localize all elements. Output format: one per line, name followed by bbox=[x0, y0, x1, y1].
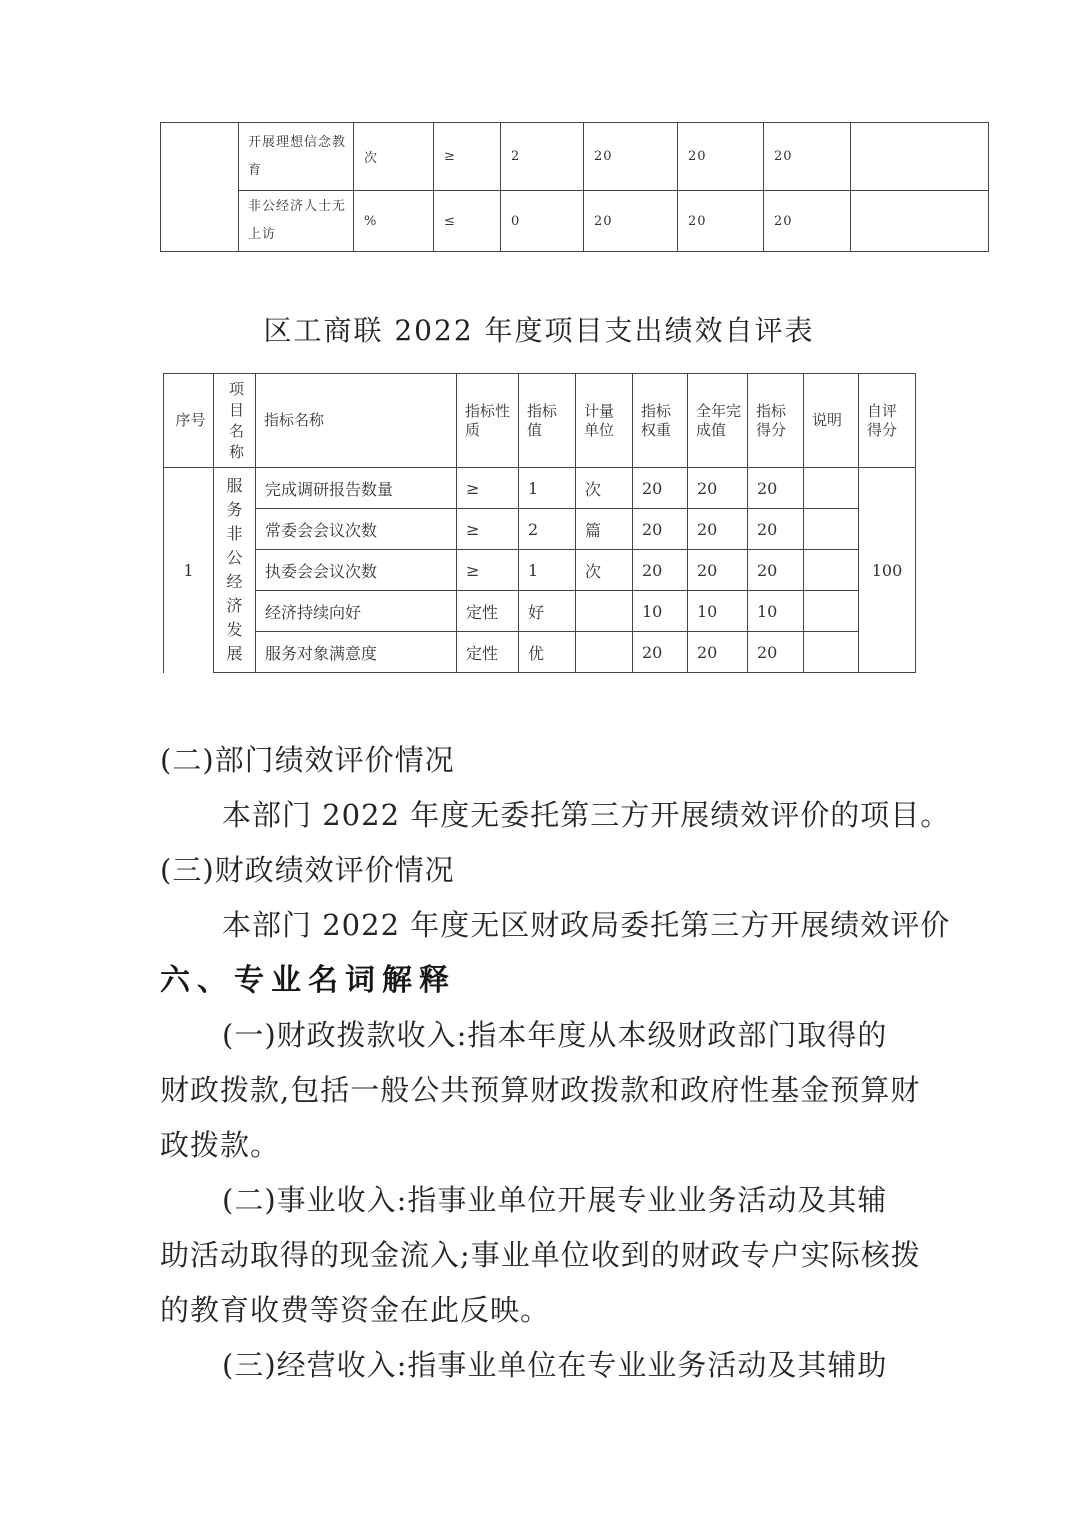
cell-weight: 20 bbox=[584, 123, 678, 191]
cell-score: 20 bbox=[748, 509, 804, 550]
cell-weight: 20 bbox=[633, 509, 688, 550]
cell-unit: 次 bbox=[354, 123, 434, 191]
cell-completed: 20 bbox=[688, 468, 748, 509]
cell-note-empty bbox=[804, 509, 859, 550]
subsection-heading: (二)部门绩效评价情况 bbox=[160, 743, 455, 777]
cell-value: 2 bbox=[519, 509, 576, 550]
header-serial: 序号 bbox=[164, 374, 214, 468]
header-project-name bbox=[214, 374, 256, 468]
cell-nature: ≥ bbox=[457, 468, 519, 509]
table-row bbox=[164, 509, 916, 550]
cell-unit: % bbox=[354, 191, 434, 252]
paragraph-line: 本部门 2022 年度无委托第三方开展绩效评价的项目。 bbox=[222, 798, 951, 832]
cell-indicator-name: 完成调研报告数量 bbox=[256, 468, 457, 509]
cell-note-empty bbox=[804, 632, 859, 673]
table-row bbox=[164, 632, 916, 673]
indicator-table-continuation bbox=[160, 122, 989, 252]
cell-value: 1 bbox=[519, 468, 576, 509]
table-row bbox=[164, 591, 916, 632]
header-indicator-name: 指标名称 bbox=[256, 374, 457, 468]
cell-completed: 10 bbox=[688, 591, 748, 632]
cell-weight: 20 bbox=[633, 550, 688, 591]
cell-project-name bbox=[214, 468, 256, 673]
cell-unit bbox=[576, 632, 633, 673]
cell-value: 1 bbox=[519, 550, 576, 591]
cell-target-value: 2 bbox=[501, 123, 584, 191]
table-row bbox=[164, 550, 916, 591]
cell-unit: 篇 bbox=[576, 509, 633, 550]
header-score: 指标得分 bbox=[748, 374, 804, 468]
table-title: 区工商联 2022 年度项目支出绩效自评表 bbox=[263, 314, 815, 347]
cell-score: 20 bbox=[764, 123, 851, 191]
cell-note-empty bbox=[804, 591, 859, 632]
paragraph-line: (一)财政拨款收入:指本年度从本级财政部门取得的 bbox=[222, 1018, 888, 1052]
cell-unit bbox=[576, 591, 633, 632]
cell-unit: 次 bbox=[576, 468, 633, 509]
cell-completed: 20 bbox=[688, 509, 748, 550]
table-row bbox=[161, 191, 989, 252]
header-completed: 全年完成值 bbox=[688, 374, 748, 468]
cell-nature: ≥ bbox=[434, 123, 501, 191]
cell-completed: 20 bbox=[678, 191, 764, 252]
cell-score: 20 bbox=[748, 468, 804, 509]
paragraph-line: 的教育收费等资金在此反映。 bbox=[160, 1293, 551, 1327]
self-eval-table bbox=[163, 373, 916, 673]
cell-value: 好 bbox=[519, 591, 576, 632]
cell-note-empty bbox=[804, 468, 859, 509]
cell-nature: 定性 bbox=[457, 591, 519, 632]
header-project-name-text: 项目名称 bbox=[228, 379, 244, 461]
cell-value: 优 bbox=[519, 632, 576, 673]
cell-total-self-score: 100 bbox=[859, 468, 916, 673]
cell-completed: 20 bbox=[688, 550, 748, 591]
cell-weight: 20 bbox=[633, 468, 688, 509]
body-text bbox=[160, 733, 960, 1393]
cell-nature: 定性 bbox=[457, 632, 519, 673]
cell-indicator-name: 常委会会议次数 bbox=[256, 509, 457, 550]
cell-nature: ≥ bbox=[457, 550, 519, 591]
cell-weight: 20 bbox=[584, 191, 678, 252]
subsection-heading: (三)财政绩效评价情况 bbox=[160, 853, 455, 887]
cell-unit: 次 bbox=[576, 550, 633, 591]
cell-note-empty bbox=[804, 550, 859, 591]
cell-serial: 1 bbox=[164, 468, 214, 673]
header-weight: 指标权重 bbox=[633, 374, 688, 468]
cell-indicator-name: 经济持续向好 bbox=[256, 591, 457, 632]
header-self-score: 自评得分 bbox=[859, 374, 916, 468]
cell-score: 20 bbox=[748, 632, 804, 673]
cell-completed: 20 bbox=[688, 632, 748, 673]
cell-score: 10 bbox=[748, 591, 804, 632]
header-value: 指标值 bbox=[519, 374, 576, 468]
table-row bbox=[161, 123, 989, 191]
cell-score: 20 bbox=[764, 191, 851, 252]
cell-completed: 20 bbox=[678, 123, 764, 191]
cell-indicator-name: 开展理想信念教育 bbox=[239, 123, 354, 191]
cell-weight: 20 bbox=[633, 632, 688, 673]
cell-score: 20 bbox=[748, 550, 804, 591]
header-note: 说明 bbox=[804, 374, 859, 468]
cell-note-empty bbox=[851, 191, 989, 252]
cell-indicator-name: 服务对象满意度 bbox=[256, 632, 457, 673]
paragraph-line: 助活动取得的现金流入;事业单位收到的财政专户实际核拨 bbox=[160, 1238, 921, 1272]
paragraph-line: 政拨款。 bbox=[160, 1128, 281, 1162]
paragraph-line: (二)事业收入:指事业单位开展专业业务活动及其辅 bbox=[222, 1183, 888, 1217]
header-unit: 计量单位 bbox=[576, 374, 633, 468]
paragraph-line: (三)经营收入:指事业单位在专业业务活动及其辅助 bbox=[222, 1348, 888, 1382]
category-cell-empty bbox=[161, 123, 239, 252]
cell-nature: ≤ bbox=[434, 191, 501, 252]
paragraph-line: 财政拨款,包括一般公共预算财政拨款和政府性基金预算财 bbox=[160, 1073, 921, 1107]
cell-indicator-name: 执委会会议次数 bbox=[256, 550, 457, 591]
section-heading: 六、专业名词解释 bbox=[160, 963, 456, 998]
cell-nature: ≥ bbox=[457, 509, 519, 550]
table-row bbox=[164, 468, 916, 509]
header-nature: 指标性质 bbox=[457, 374, 519, 468]
cell-project-name-text: 服务非公经济发展 bbox=[226, 476, 243, 663]
cell-note-empty bbox=[851, 123, 989, 191]
cell-target-value: 0 bbox=[501, 191, 584, 252]
paragraph-line: 本部门 2022 年度无区财政局委托第三方开展绩效评价 bbox=[222, 908, 951, 942]
cell-weight: 10 bbox=[633, 591, 688, 632]
cell-indicator-name: 非公经济人士无上访 bbox=[239, 191, 354, 252]
table-header-row bbox=[164, 374, 916, 468]
